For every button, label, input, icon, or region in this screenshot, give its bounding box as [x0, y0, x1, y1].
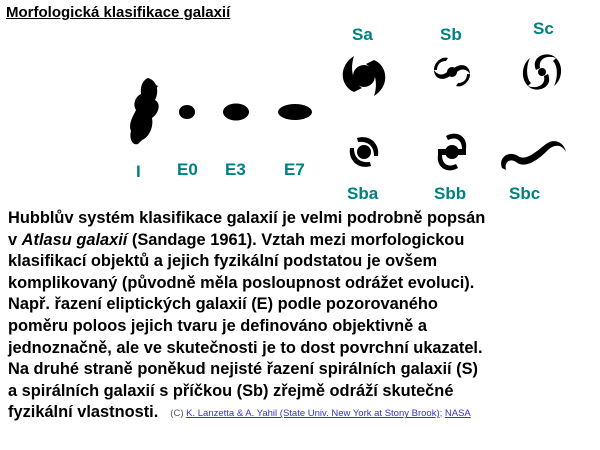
label-e0: E0 [177, 160, 198, 179]
label-sb: Sb [440, 25, 462, 44]
text-fragment: (Sandage 1961). Vztah mezi morfologickou [127, 230, 465, 249]
text-line: Na druhé straně poněkud nejisté řazení spirálních galaxií (S) [8, 360, 478, 379]
sb-galaxy-shape [434, 58, 470, 87]
label-sbb: Sbb [434, 184, 467, 203]
sbb-galaxy-shape [438, 134, 466, 171]
label-e3: E3 [225, 160, 246, 179]
text-line [8, 230, 598, 252]
sc-galaxy-shape [523, 54, 561, 89]
text-line: poměru poloos jejich tvaru je definováno objektivně a [8, 316, 427, 335]
label-sc: Sc [533, 19, 554, 38]
label-irregular: I [136, 162, 141, 181]
e3-galaxy-shape [223, 104, 249, 121]
hubble-classification-figure [0, 0, 600, 215]
text-line: klasifikací objektů a jejich fyzikální podstatou je ovšem [8, 252, 438, 271]
sa-galaxy-shape [343, 56, 386, 96]
text-line: jednoznačně, ale ve skutečnosti je to dost povrchní ukazatel. [8, 338, 483, 357]
e0-galaxy-shape [179, 105, 195, 119]
text-fragment: fyzikální vlastnosti. [8, 403, 159, 422]
text-line: a spirálních galaxií s příčkou (Sb) zřejmě odráží skutečné [8, 381, 454, 400]
text-line [8, 402, 598, 425]
label-sa: Sa [352, 25, 373, 44]
credit-link-nasa[interactable]: NASA [444, 408, 471, 420]
sbc-galaxy-shape [501, 141, 566, 170]
credit-separator: ; [439, 408, 443, 420]
image-credit [170, 408, 470, 419]
text-line: Hubblův systém klasifikace galaxií je velmi podrobně popsán [8, 209, 486, 227]
sba-galaxy-shape [350, 137, 379, 167]
description-text [8, 208, 598, 425]
page-title: Morfologická klasifikace galaxií [6, 4, 231, 21]
credit-link-lanzetta[interactable]: K. Lanzetta & A. Yahil (State Univ. New York at Stony Brook) [186, 408, 440, 420]
atlas-title: Atlasu galaxií [21, 230, 128, 249]
text-line: komplikovaný (původně měla posloupnost odrážet evoluci). [8, 273, 475, 292]
credit-prefix: (C) [170, 408, 184, 420]
label-sba: Sba [347, 184, 379, 203]
label-e7: E7 [284, 160, 305, 179]
text-fragment: v [8, 230, 22, 249]
irregular-galaxy-shape [130, 78, 159, 144]
text-line: Např. řazení eliptických galaxií (E) podle pozorovaného [8, 295, 438, 314]
galaxy-shapes [0, 0, 600, 215]
label-sbc: Sbc [509, 184, 541, 203]
e7-galaxy-shape [278, 104, 312, 120]
